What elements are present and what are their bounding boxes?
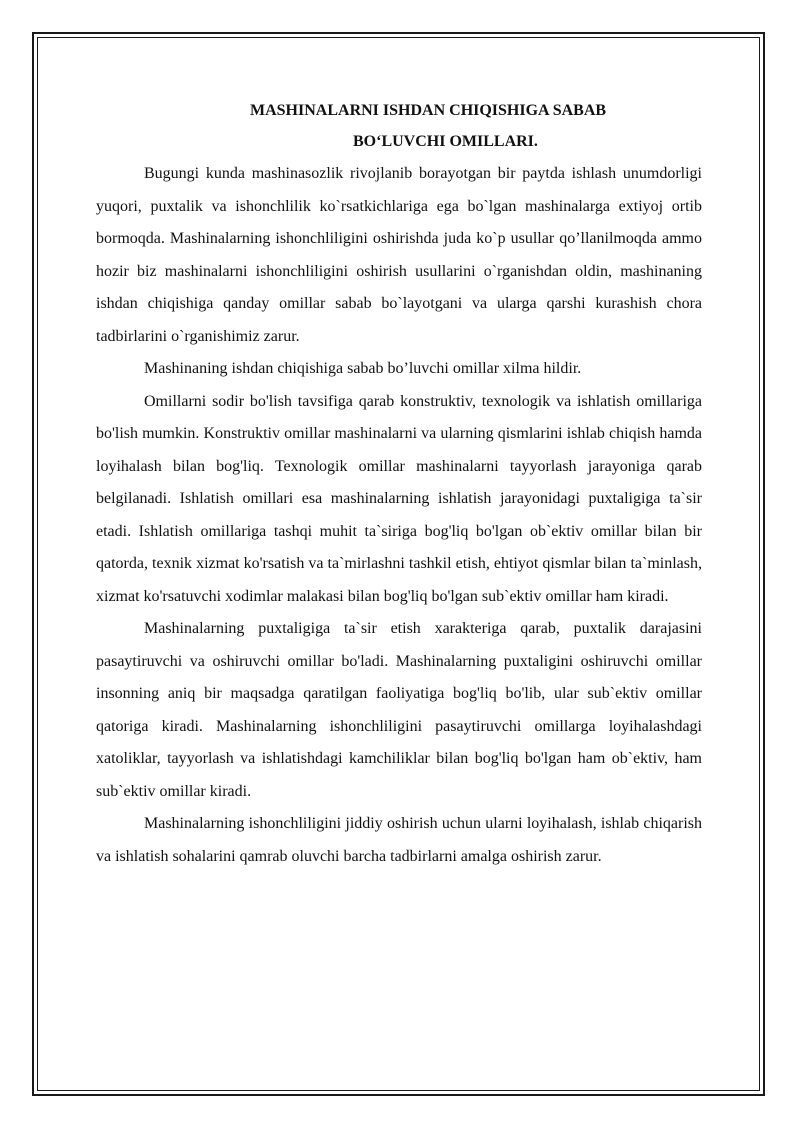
paragraph: Mashinaning ishdan chiqishiga sabab bo’luvchi omillar xilma hildir. [144,360,582,377]
paragraph: Mashinalarning puxtaligiga ta`sir etish xarakteriga qarab, puxtalik darajasini pasaytiruvchi va oshiruvchi omillar bo'ladi. Mashinalarning puxtaligini oshiruvchi omillar insonning aniq bir maqsadga qaratilgan faoliyatiga bog'liq bo'lib, ular sub`ektiv omillar qatoriga kiradi. Mashinalarning ishonchliligini pasaytiruvchi omillarga loyihalashdagi xatoliklar, tayyorlash va ishlatishdagi kamchiliklar bilan bog'liq bo'lgan ham ob`ektiv, ham sub`ektiv omillar kiradi. [96,620,702,800]
document-body [96,158,702,873]
paragraph: Mashinalarning ishonchliligini jiddiy oshirish uchun ularni loyihalash, ishlab chiqarish va ishlatish sohalarini qamrab oluvchi barcha tadbirlarni amalga oshirish zarur. [96,815,702,865]
paragraph: Bugungi kunda mashinasozlik rivojlanib borayotgan bir paytda ishlash unumdorligi yuqori, puxtalik va ishonchlilik ko`rsatkichlariga ega bo`lgan mashinalarga extiyoj ortib bormoqda. Mashinalarning ishonchliligini oshirishda juda ko`p usullar qo’llanilmoqda ammo hozir biz mashinalarni ishonchliligini oshirish usullarini o`rganishdan oldin, mashinaning ishdan chiqishiga qanday omillar sabab bo`layotgani va ularga qarshi kurashish chora tadbirlarini o`rganishimiz zarur. [96,165,702,345]
paragraph: Omillarni sodir bo'lish tavsifiga qarab konstruktiv, texnologik va ishlatish omillariga bo'lish mumkin. Konstruktiv omillar mashinalarni va ularning qismlarini ishlab chiqish hamda loyihalash bilan bog'liq. Texnologik omillar mashinalarni tayyorlash jarayoniga qarab belgilanadi. Ishlatish omillari esa mashinalarning ishlatish jarayonidagi puxtaligiga ta`sir etadi. Ishlatish omillariga tashqi muhit ta`siriga bog'liq bo'lgan ob`ektiv omillar bilan bir qatorda, texnik xizmat ko'rsatish va ta`mirlashni tashkil etish, ehtiyot qismlar bilan ta`minlash, xizmat ko'rsatuvchi xodimlar malakasi bilan bog'liq bo'lgan sub`ektiv omillar ham kiradi. [96,392,702,605]
title-line-1: MASHINALARNI ISHDAN CHIQISHIGA SABAB [250,102,607,119]
title-line-2: BO‘LUVCHI OMILLARI. [353,133,538,150]
document-title [250,95,680,157]
